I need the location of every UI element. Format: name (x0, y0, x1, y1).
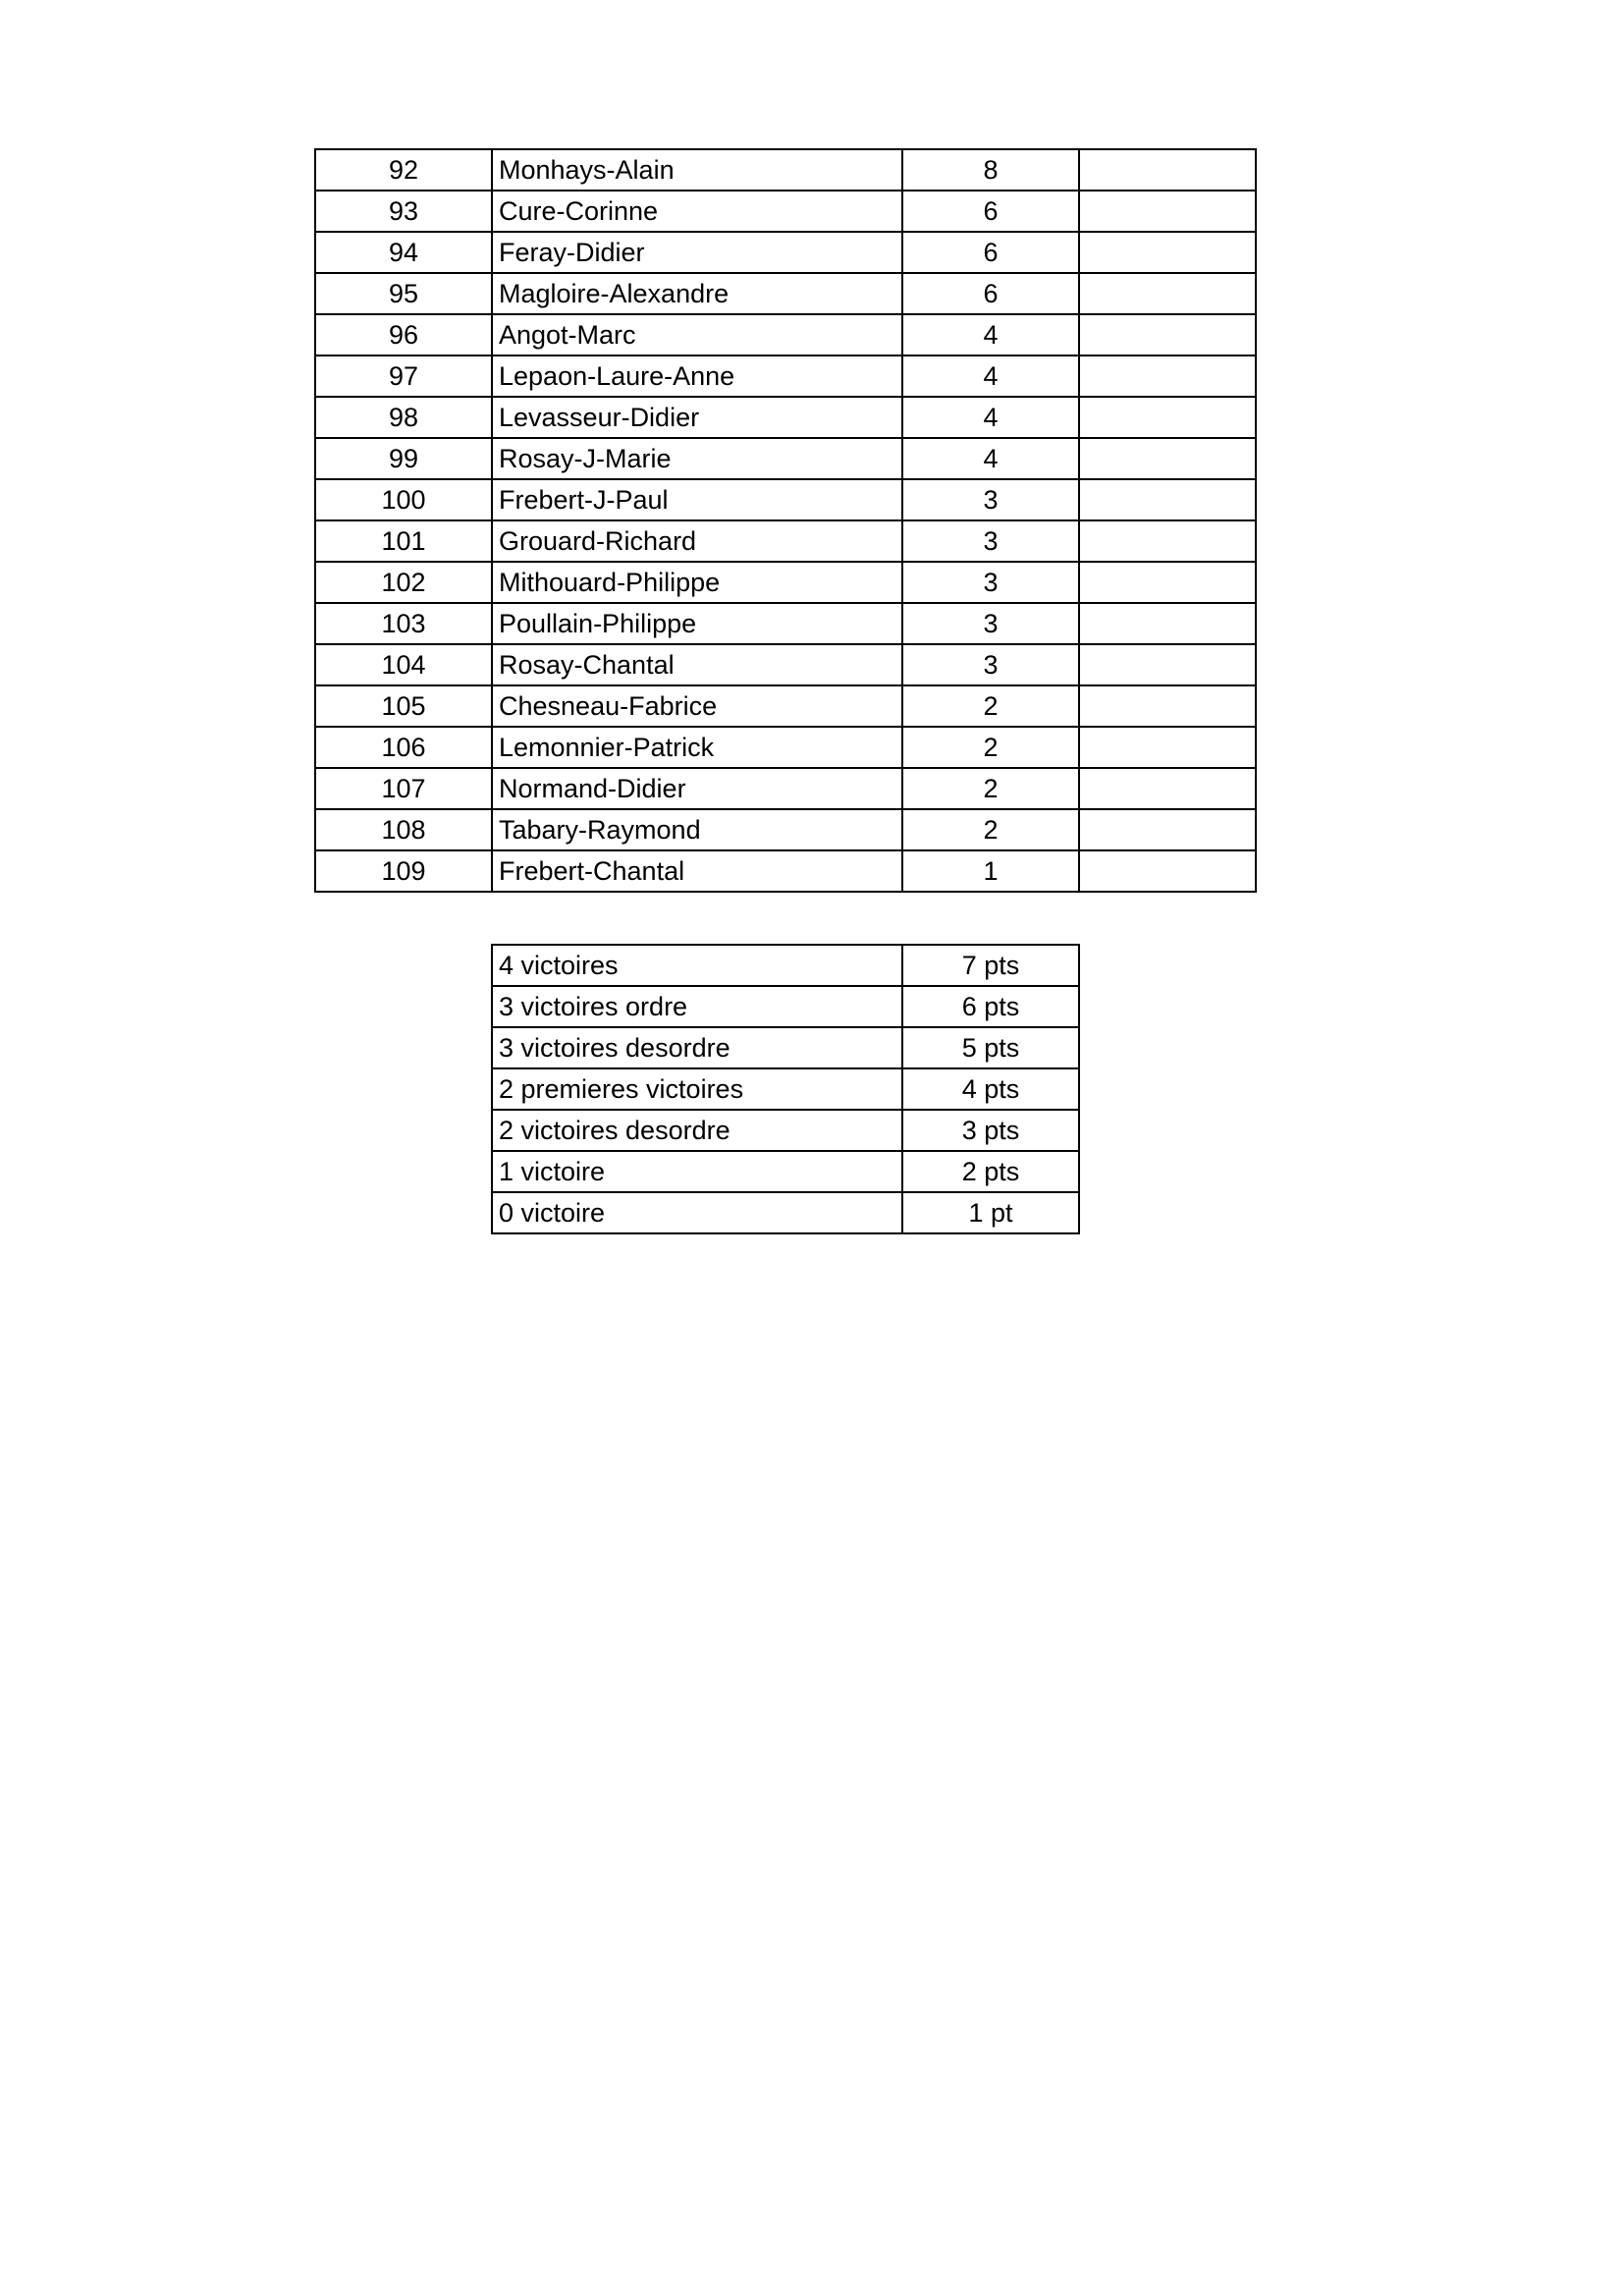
points-cell: 6 (902, 273, 1079, 314)
table-row (315, 479, 1256, 520)
player-name-cell: Rosay-J-Marie (492, 438, 902, 479)
points-cell: 2 (902, 727, 1079, 768)
table-row (492, 945, 1079, 986)
rank-cell: 109 (315, 850, 492, 892)
rank-cell: 108 (315, 809, 492, 850)
empty-cell (1079, 562, 1256, 603)
empty-cell (1079, 809, 1256, 850)
rank-cell: 95 (315, 273, 492, 314)
table-row (315, 191, 1256, 232)
points-cell: 3 (902, 520, 1079, 562)
table-row (315, 520, 1256, 562)
table-row (315, 314, 1256, 355)
empty-cell (1079, 397, 1256, 438)
empty-cell (1079, 232, 1256, 273)
table-row (492, 1151, 1079, 1192)
table-row (315, 149, 1256, 191)
points-cell: 6 (902, 232, 1079, 273)
player-name-cell: Lepaon-Laure-Anne (492, 355, 902, 397)
rank-cell: 98 (315, 397, 492, 438)
table-row (492, 1027, 1079, 1068)
scale-label-cell: 1 victoire (492, 1151, 902, 1192)
rank-cell: 101 (315, 520, 492, 562)
player-name-cell: Frebert-J-Paul (492, 479, 902, 520)
empty-cell (1079, 191, 1256, 232)
table-row (315, 809, 1256, 850)
points-cell: 4 (902, 397, 1079, 438)
points-cell: 3 (902, 603, 1079, 644)
rank-cell: 93 (315, 191, 492, 232)
scale-label-cell: 0 victoire (492, 1192, 902, 1233)
table-row (315, 603, 1256, 644)
points-cell: 3 (902, 479, 1079, 520)
rank-cell: 105 (315, 685, 492, 727)
player-name-cell: Normand-Didier (492, 768, 902, 809)
points-scale-table (491, 944, 1080, 1234)
scale-value-cell: 1 pt (902, 1192, 1079, 1233)
points-cell: 4 (902, 314, 1079, 355)
ranking-table-body (315, 149, 1256, 892)
empty-cell (1079, 149, 1256, 191)
scale-label-cell: 3 victoires desordre (492, 1027, 902, 1068)
rank-cell: 103 (315, 603, 492, 644)
empty-cell (1079, 355, 1256, 397)
rank-cell: 97 (315, 355, 492, 397)
scale-value-cell: 3 pts (902, 1110, 1079, 1151)
player-name-cell: Magloire-Alexandre (492, 273, 902, 314)
empty-cell (1079, 685, 1256, 727)
points-cell: 6 (902, 191, 1079, 232)
scale-label-cell: 2 victoires desordre (492, 1110, 902, 1151)
table-row (492, 1068, 1079, 1110)
ranking-table (314, 148, 1257, 893)
points-cell: 3 (902, 644, 1079, 685)
scale-label-cell: 3 victoires ordre (492, 986, 902, 1027)
table-row (315, 644, 1256, 685)
scale-value-cell: 4 pts (902, 1068, 1079, 1110)
player-name-cell: Chesneau-Fabrice (492, 685, 902, 727)
rank-cell: 104 (315, 644, 492, 685)
scale-value-cell: 5 pts (902, 1027, 1079, 1068)
empty-cell (1079, 727, 1256, 768)
empty-cell (1079, 520, 1256, 562)
rank-cell: 102 (315, 562, 492, 603)
player-name-cell: Mithouard-Philippe (492, 562, 902, 603)
points-scale-table-body (492, 945, 1079, 1233)
empty-cell (1079, 603, 1256, 644)
table-row (315, 438, 1256, 479)
table-row (492, 986, 1079, 1027)
player-name-cell: Lemonnier-Patrick (492, 727, 902, 768)
scale-value-cell: 2 pts (902, 1151, 1079, 1192)
player-name-cell: Angot-Marc (492, 314, 902, 355)
table-row (315, 850, 1256, 892)
empty-cell (1079, 314, 1256, 355)
empty-cell (1079, 644, 1256, 685)
rank-cell: 107 (315, 768, 492, 809)
rank-cell: 96 (315, 314, 492, 355)
table-row (315, 562, 1256, 603)
table-row (315, 685, 1256, 727)
table-row (315, 355, 1256, 397)
table-row (315, 727, 1256, 768)
points-cell: 3 (902, 562, 1079, 603)
rank-cell: 100 (315, 479, 492, 520)
player-name-cell: Monhays-Alain (492, 149, 902, 191)
rank-cell: 106 (315, 727, 492, 768)
empty-cell (1079, 273, 1256, 314)
player-name-cell: Rosay-Chantal (492, 644, 902, 685)
table-row (315, 397, 1256, 438)
points-cell: 2 (902, 768, 1079, 809)
points-cell: 1 (902, 850, 1079, 892)
player-name-cell: Levasseur-Didier (492, 397, 902, 438)
table-row (492, 1192, 1079, 1233)
points-cell: 2 (902, 809, 1079, 850)
scale-value-cell: 7 pts (902, 945, 1079, 986)
scale-label-cell: 2 premieres victoires (492, 1068, 902, 1110)
points-cell: 4 (902, 355, 1079, 397)
empty-cell (1079, 850, 1256, 892)
table-row (315, 232, 1256, 273)
player-name-cell: Frebert-Chantal (492, 850, 902, 892)
table-row (315, 768, 1256, 809)
player-name-cell: Tabary-Raymond (492, 809, 902, 850)
player-name-cell: Poullain-Philippe (492, 603, 902, 644)
rank-cell: 92 (315, 149, 492, 191)
scale-label-cell: 4 victoires (492, 945, 902, 986)
player-name-cell: Cure-Corinne (492, 191, 902, 232)
points-cell: 4 (902, 438, 1079, 479)
player-name-cell: Feray-Didier (492, 232, 902, 273)
empty-cell (1079, 768, 1256, 809)
empty-cell (1079, 479, 1256, 520)
table-row (315, 273, 1256, 314)
points-cell: 2 (902, 685, 1079, 727)
points-cell: 8 (902, 149, 1079, 191)
table-row (492, 1110, 1079, 1151)
scale-value-cell: 6 pts (902, 986, 1079, 1027)
empty-cell (1079, 438, 1256, 479)
player-name-cell: Grouard-Richard (492, 520, 902, 562)
rank-cell: 94 (315, 232, 492, 273)
rank-cell: 99 (315, 438, 492, 479)
